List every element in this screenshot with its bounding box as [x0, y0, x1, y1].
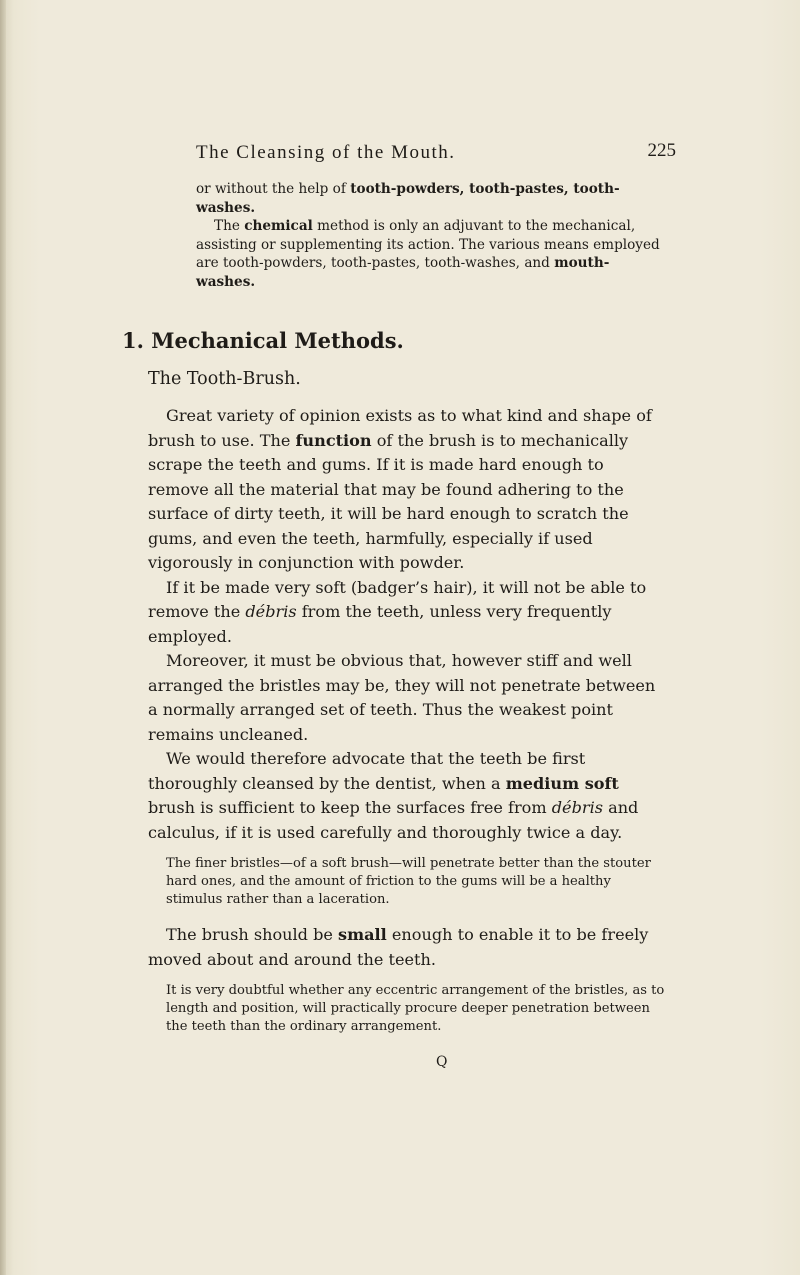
note-paragraph-1: The finer bristles—of a soft brush—will penetrate better than the stouter hard ones, and the amount of friction to the gums will be a healthy stimulus rather than a laceration. [166, 856, 651, 907]
p1-bold: function [295, 430, 372, 450]
intro-paragraph [196, 217, 666, 291]
p4-text-c: and calculus, if it is used carefully and thoroughly twice a day. [148, 798, 639, 842]
intro-text [196, 180, 666, 292]
paragraph-3: Moreover, it must be obvious that, however stiff and well arranged the bristles may be, they will not penetrate between a normally arranged set of teeth. Thus the weakest point remains uncleaned. [148, 651, 656, 744]
paragraph-4 [148, 747, 668, 845]
running-head: The Cleansing of the Mouth. [196, 142, 456, 163]
p4-text-b: brush is sufficient to keep the surfaces free from [148, 798, 552, 817]
p2-italic: débris [245, 602, 297, 621]
intro-text-a: The [214, 218, 245, 235]
p5-bold: small [338, 925, 387, 944]
p2-text-b: from the teeth, unless very frequently employed. [148, 602, 612, 646]
body-text [148, 404, 668, 1050]
paragraph-2 [148, 576, 668, 650]
page-header [196, 142, 676, 168]
intro-bold-a: chemical [244, 218, 313, 235]
intro-text-b: method is only an adjuvant to the mechanical, assisting or supplementing its action. The various means employed are tooth-powders, tooth-pastes, tooth-washes, and [196, 218, 660, 272]
p1-text-a: Great variety of opinion exists as to what kind and shape of brush to use. The [148, 406, 652, 450]
p5-text-b: enough to enable it to be freely moved about and around the teeth. [148, 925, 649, 969]
note-paragraph-2: It is very doubtful whether any eccentric arrangement of the bristles, as to length and position, will practically procure deeper penetration between the teeth than the ordinary arrangement. [166, 983, 665, 1034]
p4-italic: débris [551, 798, 603, 817]
intro-line [196, 180, 666, 217]
intro-line-bold: tooth-powders, tooth-pastes, tooth-washes. [196, 181, 620, 216]
subsection-heading: The Tooth-Brush. [148, 369, 301, 389]
p1-text-b: of the brush is to mechanically scrape the teeth and gums. If it is made hard enough to remove all the material that may be found adhering to the surface of dirty teeth, it will be hard enough to scratch the gums, and even the teeth, harmfully, especially if used vigorously in conjunction with powder. [148, 430, 629, 572]
p4-text-a: We would therefore advocate that the teeth be first thoroughly cleansed by the dentist, when a [148, 749, 586, 793]
paragraph-1 [148, 404, 668, 576]
p4-bold: medium soft [505, 773, 619, 793]
signature-mark: Q [436, 1054, 448, 1070]
intro-bold-b: mouth-washes. [196, 255, 610, 290]
page-number: 225 [647, 140, 676, 161]
section-heading: 1. Mechanical Methods. [122, 328, 404, 353]
page-gutter [0, 0, 6, 1275]
intro-line-text: or without the help of [196, 181, 351, 197]
p2-text-a: If it be made very soft (badger’s hair), it will not be able to remove the [148, 577, 647, 621]
paragraph-5 [148, 923, 668, 972]
p5-text-a: The brush should be [166, 925, 339, 944]
